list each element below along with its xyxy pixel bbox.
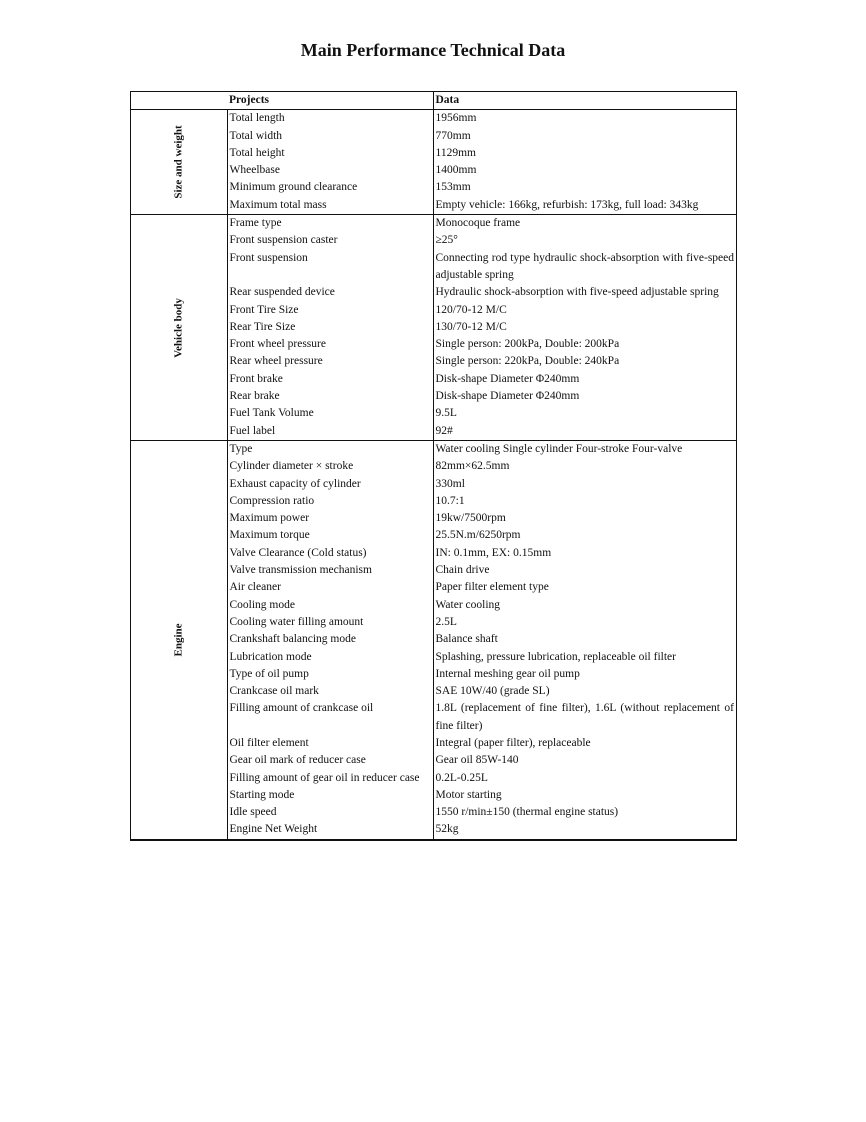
data-cell: Chain drive — [435, 564, 490, 577]
project-cell: Wheelbase — [227, 162, 433, 179]
data-cell: Connecting rod type hydraulic shock-absorption with five-speed adjustable spring — [435, 251, 734, 281]
project-cell: Maximum total mass — [227, 197, 433, 215]
page-title: Main Performance Technical Data — [300, 40, 566, 60]
data-cell: 10.7:1 — [435, 494, 465, 507]
project-cell: Gear oil mark of reducer case — [227, 752, 433, 769]
project-cell: Maximum torque — [227, 527, 433, 544]
data-cell: 1.8L (replacement of fine filter), 1.6L (without replacement of fine filter) — [435, 702, 734, 732]
header-projects: Projects — [227, 92, 433, 110]
data-cell: 130/70-12 M/C — [435, 320, 507, 333]
data-cell: 770mm — [435, 129, 471, 142]
table-row — [131, 110, 736, 128]
data-cell: 120/70-12 M/C — [435, 303, 507, 316]
project-cell: Cylinder diameter × stroke — [227, 458, 433, 475]
data-cell: Single person: 200kPa, Double: 200kPa — [435, 338, 620, 351]
project-cell: Lubrication mode — [227, 649, 433, 666]
table-row — [131, 215, 736, 233]
section-label: Size and weight — [172, 125, 185, 199]
project-cell: Oil filter element — [227, 735, 433, 752]
project-cell: Frame type — [227, 215, 433, 233]
data-cell: Water cooling Single cylinder Four-stroke Four-valve — [435, 442, 683, 455]
data-cell: Balance shaft — [435, 633, 498, 646]
data-cell: Hydraulic shock-absorption with five-speed adjustable spring — [435, 286, 719, 299]
project-cell: Valve Clearance (Cold status) — [227, 545, 433, 562]
data-cell: 52kg — [433, 821, 736, 839]
data-cell: Disk-shape Diameter Φ240mm — [435, 372, 580, 385]
data-cell: 2.5L — [435, 615, 457, 628]
project-cell: Cooling mode — [227, 597, 433, 614]
project-cell: Filling amount of gear oil in reducer case — [227, 770, 433, 787]
header-data: Data — [433, 92, 736, 110]
section-cell — [131, 440, 227, 839]
data-cell: 153mm — [435, 181, 471, 194]
project-cell: Crankcase oil mark — [227, 683, 433, 700]
project-cell: Front Tire Size — [227, 302, 433, 319]
project-cell: Front brake — [227, 371, 433, 388]
project-cell: Type — [227, 440, 433, 458]
data-cell: 19kw/7500rpm — [435, 512, 506, 525]
data-cell: 1400mm — [435, 164, 477, 177]
data-cell: Gear oil 85W-140 — [435, 754, 519, 767]
project-cell: Front wheel pressure — [227, 336, 433, 353]
project-cell: Rear Tire Size — [227, 319, 433, 336]
data-cell: Paper filter element type — [435, 581, 549, 594]
project-cell: Type of oil pump — [227, 666, 433, 683]
project-cell: Exhaust capacity of cylinder — [227, 476, 433, 493]
project-cell: Fuel Tank Volume — [227, 405, 433, 422]
section-label: Vehicle body — [172, 297, 185, 358]
data-cell: 82mm×62.5mm — [435, 460, 510, 473]
section-cell — [131, 215, 227, 441]
project-cell: Front suspension — [227, 250, 433, 285]
data-cell: Single person: 220kPa, Double: 240kPa — [435, 355, 620, 368]
data-cell: 9.5L — [435, 407, 457, 420]
project-cell: Starting mode — [227, 787, 433, 804]
data-cell: Water cooling — [435, 598, 501, 611]
project-cell: Rear suspended device — [227, 284, 433, 301]
project-cell: Engine Net Weight — [227, 821, 433, 839]
project-cell: Cooling water filling amount — [227, 614, 433, 631]
project-cell: Idle speed — [227, 804, 433, 821]
header-section-cell — [131, 92, 227, 110]
project-cell: Crankshaft balancing mode — [227, 631, 433, 648]
data-cell: Splashing, pressure lubrication, replaceable oil filter — [435, 650, 676, 663]
data-cell: 1129mm — [435, 146, 476, 159]
data-cell: Motor starting — [435, 788, 502, 801]
table-header-row — [131, 92, 736, 110]
project-cell: Total height — [227, 145, 433, 162]
spec-table — [131, 92, 736, 840]
data-cell: Disk-shape Diameter Φ240mm — [435, 390, 580, 403]
data-cell: 92# — [433, 423, 736, 441]
project-cell: Total length — [227, 110, 433, 128]
data-cell: 25.5N.m/6250rpm — [435, 529, 521, 542]
project-cell: Compression ratio — [227, 493, 433, 510]
project-cell: Total width — [227, 128, 433, 145]
table-row — [131, 440, 736, 458]
project-cell: Valve transmission mechanism — [227, 562, 433, 579]
data-cell: Monocoque frame — [435, 217, 521, 230]
data-cell: SAE 10W/40 (grade SL) — [435, 685, 550, 698]
project-cell: Air cleaner — [227, 579, 433, 596]
data-cell: ≥25° — [435, 234, 458, 247]
data-cell: 330ml — [435, 477, 465, 490]
data-cell: Integral (paper filter), replaceable — [435, 736, 591, 749]
project-cell: Rear brake — [227, 388, 433, 405]
project-cell: Front suspension caster — [227, 232, 433, 249]
data-cell: Empty vehicle: 166kg, refurbish: 173kg, full load: 343kg — [433, 197, 736, 215]
section-cell — [131, 110, 227, 215]
data-cell: IN: 0.1mm, EX: 0.15mm — [435, 546, 552, 559]
project-cell: Fuel label — [227, 423, 433, 441]
project-cell: Maximum power — [227, 510, 433, 527]
data-cell: 1956mm — [435, 112, 477, 125]
project-cell: Rear wheel pressure — [227, 353, 433, 370]
project-cell: Filling amount of crankcase oil — [227, 700, 433, 735]
data-cell: 0.2L-0.25L — [435, 771, 488, 784]
section-label: Engine — [172, 623, 185, 657]
data-cell: Internal meshing gear oil pump — [435, 667, 580, 680]
data-cell: 1550 r/min±150 (thermal engine status) — [435, 806, 619, 819]
project-cell: Minimum ground clearance — [227, 179, 433, 196]
